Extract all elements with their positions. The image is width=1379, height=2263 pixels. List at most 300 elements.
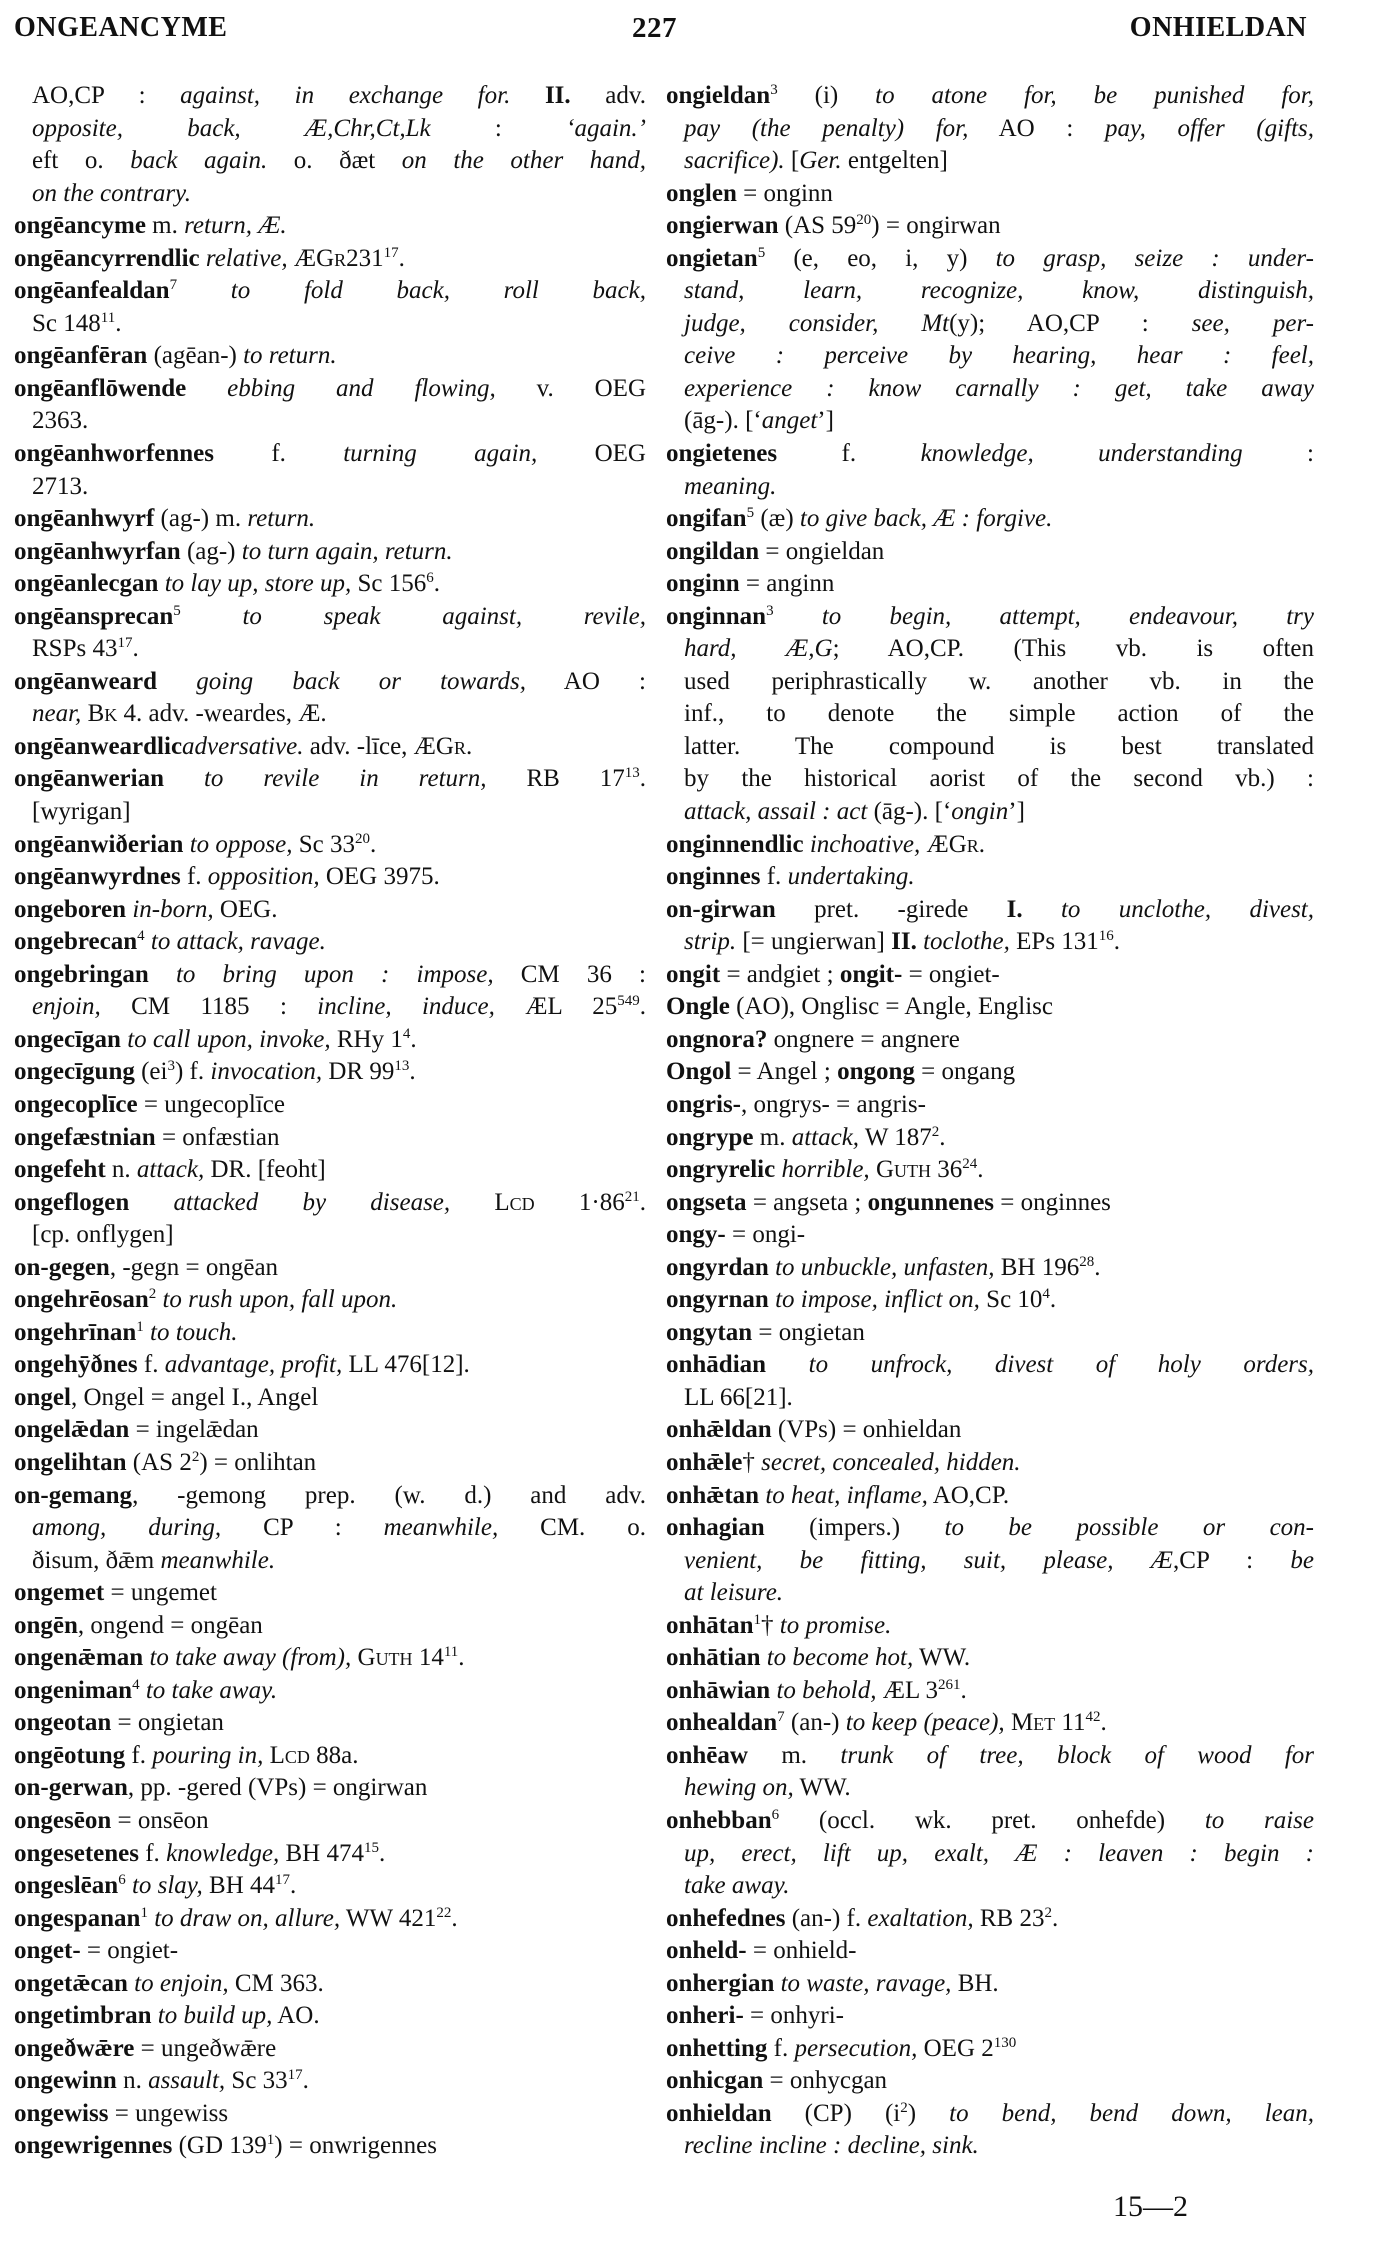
dictionary-entry [14,1024,646,1057]
entry-continuation-line [14,633,646,666]
headword: ongietenes [666,440,778,468]
headword: ongespanan [14,1904,141,1932]
entry-text: [cp. onflygen] [32,1221,174,1249]
entry-line [666,2000,1314,2033]
entry-text: . [1051,1904,1059,1932]
entry-text: (ag-) [180,537,242,565]
superscript-reference: 1 [136,1318,144,1335]
entry-text: . [410,1025,417,1053]
definition-text: knowledge, understanding [920,440,1243,468]
entry-line [666,1154,1314,1187]
entry-text: [wyrigan] [32,798,131,826]
entry-text: AO. [272,2002,320,2030]
superscript-reference: 4 [132,1676,140,1693]
definition-text: enjoin, [32,993,101,1021]
entry-line [666,1089,1314,1122]
entry-text: CM 36 : [493,960,646,988]
headword: ongēn [14,1611,78,1639]
entry-text: L [450,1188,510,1216]
entry-line [14,894,646,927]
headword: ongseta [666,1188,747,1216]
dictionary-entry [666,243,1314,438]
entry-line [14,1838,646,1871]
headword: onginn [666,570,740,598]
entry-text: † [742,1448,762,1476]
entry-line [14,959,646,992]
dictionary-entry [14,1349,646,1382]
entry-text: = ongiet- [902,960,1000,988]
superscript-reference: 17 [117,635,133,652]
dictionary-entry [14,2130,646,2163]
entry-text: LL 476[12]. [342,1351,470,1379]
entry-line [14,210,646,243]
headword: ongēanwyrdnes [14,863,181,891]
entry-text: = ongiet- [80,1937,179,1965]
headword: II. [891,928,917,956]
dictionary-entry [666,568,1314,601]
entry-continuation-line [666,666,1314,699]
dictionary-entry [14,666,646,731]
dictionary-entry [666,1903,1314,1936]
definition-text: stand, learn, recognize, know, distinguish, [684,277,1314,305]
dictionary-entry [14,1480,646,1578]
dictionary-entry [14,731,646,764]
source-abbreviation: k [104,700,118,728]
headword: onhetting [666,2034,768,2062]
entry-text: Æ [920,830,949,858]
entry-text: . [378,1839,386,1867]
entry-line [666,959,1314,992]
entry-line [14,1414,646,1447]
entry-text: = ingelǣdan [129,1416,259,1444]
dictionary-entry [666,1187,1314,1220]
dictionary-entry [14,340,646,373]
definition-text: to turn again, return. [241,537,453,565]
left-column [14,80,646,2163]
entry-line [14,1642,646,1675]
entry-text: , -gemong prep. (w. d.) and adv. [132,1481,646,1509]
definition-text: attack, [791,1123,860,1151]
dictionary-entry [14,829,646,862]
entry-text: 14 [412,1644,444,1672]
headword: Ongol [666,1058,732,1086]
entry-line [14,2033,646,2066]
entry-text: f. [767,2034,795,2062]
entry-text: f. [138,1839,167,1867]
headword: ongēancyme [14,212,146,240]
headword: onhǣle [666,1448,743,1476]
definition-text: to speak against, revile, [242,602,646,630]
definition-text: to atone for, be punished for, [875,82,1314,109]
entry-text: LL 66[21]. [684,1383,793,1411]
definition-text: exaltation, [867,1904,974,1932]
dictionary-entry [666,536,1314,569]
entry-text: Sc 156 [351,570,427,598]
headword: ongecoplīce [14,1090,138,1118]
entry-line [666,1480,1314,1513]
entry-text: 1·86 [534,1188,625,1216]
entry-line [666,1056,1314,1089]
definition-text: to unbuckle, unfasten, [775,1253,995,1281]
entry-line [14,1382,646,1415]
entry-text: WW. [793,1774,851,1802]
entry-text: adv. -līce, Æ [303,732,436,760]
definition-text: to bend, bend down, lean, [949,2099,1314,2127]
entry-line [14,666,646,699]
dictionary-entry [666,1707,1314,1740]
entry-text: (AS 2 [126,1448,192,1476]
headword: ongryrelic [666,1156,776,1184]
superscript-reference: 17 [275,1872,291,1889]
headword: ongēanweard [14,667,158,695]
entry-text: M [1004,1709,1034,1737]
dictionary-entry [666,2098,1314,2163]
entry-text: ÆL 25 [494,993,618,1021]
entry-line [14,373,646,406]
definition-text: take away. [684,1872,790,1900]
headword: ongeboren [14,895,127,923]
source-abbreviation: uth [894,1156,931,1184]
entry-line [14,1740,646,1773]
dictionary-entry [14,1187,646,1252]
headword: ongeniman [14,1676,133,1704]
entry-line [666,178,1314,211]
definition-text: incline, induce, [317,993,495,1021]
definition-text: judge, consider, Mt [684,309,950,337]
superscript-reference: 11 [443,1644,459,1661]
entry-line [666,1187,1314,1220]
entry-text: n. [105,1156,137,1184]
definition-text: attacked by disease, [173,1188,451,1216]
headword: onhagian [666,1514,765,1542]
entry-continuation-line [14,991,646,1024]
entry-line [666,1968,1314,2001]
entry-text: RB 17 [486,765,625,793]
entry-text: AO,CP : [32,82,181,109]
definition-text: meaning. [684,472,777,500]
definition-text: to keep (peace), [845,1709,1005,1737]
dictionary-entry [14,2000,646,2033]
superscript-reference: 20 [354,830,370,847]
entry-text: m. [747,1741,841,1769]
dictionary-entry [666,1154,1314,1187]
entry-text: 88a. [309,1741,359,1769]
entry-line [666,1122,1314,1155]
entry-text: (AS 59 [778,212,857,240]
entry-continuation-line [666,471,1314,504]
entry-text: = onhield- [746,1937,857,1965]
dictionary-entry [666,1968,1314,2001]
source-abbreviation: cd [509,1188,535,1216]
entry-text: . [433,570,441,598]
definition-text: return, Æ. [184,212,287,240]
entry-line [14,438,646,471]
headword: ongrype [666,1123,754,1151]
entry-text: [= ungierwan] [736,928,892,956]
entry-line [666,1219,1314,1252]
source-abbreviation: Gr [435,732,466,760]
entry-line [14,731,646,764]
headword: ongehȳðnes [14,1351,138,1379]
entry-line [666,568,1314,601]
dictionary-entry [666,1317,1314,1350]
dictionary-entry [14,1382,646,1415]
dictionary-entry [14,210,646,243]
superscript-reference: 15 [363,1839,379,1856]
entry-line [14,1935,646,1968]
entry-line [14,1968,646,2001]
entry-line [666,210,1314,243]
definition-text: to call upon, invoke, [127,1025,331,1053]
entry-line [666,1935,1314,1968]
superscript-reference: 1 [266,2132,275,2149]
entry-text: : [1242,440,1314,468]
definition-text: to oppose, [189,830,293,858]
definition-text: in-born, [132,895,214,923]
headword: ongesēon [14,1806,112,1834]
entry-line [14,763,646,796]
definition-text: to revile in return, [203,765,487,793]
definition-text: at leisure. [684,1579,784,1607]
definition-text: opposition, [207,863,320,891]
entry-text [510,82,545,109]
superscript-reference: 22 [436,1904,452,1921]
dictionary-entry [666,2000,1314,2033]
entry-line [14,1284,646,1317]
superscript-reference: 2 [900,2099,908,2116]
dictionary-entry [14,1447,646,1480]
definition-text: to unclothe, divest, [1060,895,1314,923]
headword: ongēanwerian [14,765,164,793]
dictionary-entry [14,1675,646,1708]
entry-line [666,894,1314,927]
dictionary-entry [14,438,646,503]
entry-continuation-line [666,1382,1314,1415]
entry-text: BH 196 [994,1253,1080,1281]
entry-continuation-line [14,145,646,178]
entry-text: (ei [134,1058,168,1086]
entry-text: ; AO,CP. (This vb. is often [832,635,1314,663]
headword: onhicgan [666,2067,764,2095]
headword: II. [544,82,571,109]
entry-continuation-line [666,1772,1314,1805]
entry-text: Sc 148 [32,309,101,337]
definition-text: attack, assail : act [684,798,868,826]
superscript-reference: 28 [1079,1253,1095,1270]
definition-text: among, during, [32,1514,222,1542]
entry-text: W 187 [859,1123,932,1151]
entry-text: 2713. [32,472,89,500]
entry-text: (an-) f. [785,1904,868,1932]
dictionary-entry [14,536,646,569]
entry-continuation-line [14,178,646,211]
entry-text: f. [180,863,208,891]
headword: ongesetenes [14,1839,139,1867]
entry-text: RB 23 [973,1904,1045,1932]
entry-text: , ongrys- = angris- [741,1090,926,1118]
entry-text: ) = onwrigennes [274,2132,437,2160]
entry-text: L [263,1741,285,1769]
definition-text: see, per- [1191,309,1314,337]
dictionary-entry [14,1154,646,1187]
headword: ongebrecan [14,928,138,956]
entry-text: (GD 139 [172,2132,267,2160]
definition-text: toclothe, [923,928,1010,956]
entry-continuation-line [666,926,1314,959]
source-abbreviation: uth [375,1644,413,1672]
entry-text: BH 44 [202,1872,276,1900]
definition-text: persecution, [794,2034,918,2062]
headword: ongēancyrrendlic [14,244,200,272]
entry-continuation-line [666,113,1314,146]
definition-text: to take away. [145,1676,278,1704]
headword: ongēanfealdan [14,277,170,305]
entry-line [14,568,646,601]
headword: onhēaw [666,1741,748,1769]
definition-text: inchoative, [809,830,921,858]
entry-text: CP : [221,1514,384,1542]
entry-text: . [977,1156,984,1184]
dictionary-entry [14,926,646,959]
dictionary-entry [14,1317,646,1350]
entry-continuation-line [666,340,1314,373]
dictionary-entry [14,1610,646,1643]
definition-text: to unfrock, divest of holy orders, [808,1351,1314,1379]
headword: onhefednes [666,1904,786,1932]
entry-continuation-line [666,1838,1314,1871]
entry-continuation-line [14,405,646,438]
entry-text: = ongieldan [759,537,885,565]
entry-line [14,1707,646,1740]
entry-text: = anginn [739,570,835,598]
dictionary-entry [666,991,1314,1024]
headword: onget- [14,1937,81,1965]
dictionary-entry [14,2033,646,2066]
dictionary-entry [14,503,646,536]
dictionary-entry [14,763,646,828]
superscript-reference: 4 [137,928,145,945]
headword: ongierwan [666,212,779,240]
definition-text: to give back, Æ : forgive. [799,505,1053,533]
dictionary-entry [666,1447,1314,1480]
entry-text: f. [760,863,788,891]
headword: ongēanweardlic [14,732,183,760]
headword: ongnora? [666,1025,768,1053]
entry-text: [ [784,147,800,175]
entry-line [14,1577,646,1610]
entry-text: ) [907,2099,950,2127]
superscript-reference: 6 [771,1806,780,1823]
entry-text [186,375,227,402]
entry-text: (CP) (i [771,2099,901,2127]
entry-text: † [761,1611,780,1639]
entry-text: ’] [1008,798,1025,826]
headword: onhǣtan [666,1481,760,1509]
dictionary-entry [666,2065,1314,2098]
entry-continuation-line [666,633,1314,666]
entry-text: CM 363. [228,1969,324,1997]
headword: ongenǣman [14,1644,144,1672]
entry-line [666,1707,1314,1740]
entry-text: . [639,765,646,793]
entry-text: (AO), Onglisc = Angle, Englisc [729,993,1053,1021]
dictionary-entry [666,1024,1314,1057]
definition-text: secret, concealed, hidden. [761,1448,1021,1476]
definition-text: to take away (from), [149,1644,352,1672]
dictionary-entry [666,1480,1314,1513]
entry-text: . [960,1676,967,1704]
entry-text: ) = onlihtan [199,1448,317,1476]
headword: ongelǣdan [14,1416,130,1444]
dictionary-entry [666,1349,1314,1414]
entry-line [14,1154,646,1187]
dictionary-entry [666,1512,1314,1610]
entry-text: = ungemet [104,1579,217,1607]
headword: ongēanflōwende [14,374,187,402]
entry-text: = ongietan [752,1318,865,1346]
definition-text: back again. [130,147,268,175]
definition-text: hard, Æ,G [684,635,833,663]
entry-text [1023,896,1061,923]
headword: ongyrnan [666,1286,769,1314]
headword: ongēansprecan [14,602,174,630]
dictionary-entry [14,2098,646,2131]
entry-line [14,340,646,373]
right-column [666,80,1314,2163]
entry-text: CM 1185 : [100,993,318,1021]
entry-text: . [302,2067,309,2095]
headword: ongewinn [14,2067,117,2095]
dictionary-entry [666,959,1314,992]
entry-text: f. [777,440,921,468]
entry-text: = onginn [736,179,833,207]
definition-text: sacrifice). [684,147,785,175]
definition-text: on the contrary. [32,179,192,207]
entry-text: (ag-) m. [154,505,248,533]
entry-text: (e, eo, i, y) [765,244,996,272]
entry-text: = angseta ; [746,1188,868,1216]
entry-text: ÆL 3 [876,1676,939,1704]
entry-text: ) f. [174,1058,211,1086]
entry-text: . [1094,1253,1101,1281]
definition-text: assault, [148,2067,226,2095]
definition-text: advantage, profit, [164,1351,343,1379]
entry-text: v. OEG [495,374,646,402]
headword: ongecīgan [14,1025,121,1053]
entry-text: WW 421 [340,1904,437,1932]
entry-text: WW. [913,1644,971,1672]
entry-text: = ongi- [725,1221,806,1249]
entry-line [666,1349,1314,1382]
headword: on-girwan [666,895,776,923]
entry-text: BH. [951,1969,999,1997]
superscript-reference: 21 [624,1188,640,1205]
entry-text: latter. The compound is best translated [684,732,1314,760]
headword: ongyrdan [666,1253,769,1281]
definition-text: be [1290,1546,1314,1574]
dictionary-entry [14,2065,646,2098]
entry-continuation-line [666,145,1314,178]
entry-line [666,2065,1314,2098]
entry-line [14,1317,646,1350]
headword: ongunnenes [867,1188,995,1216]
definition-text: meanwhile. [160,1546,276,1574]
source-abbreviation: et [1033,1709,1056,1737]
entry-text: entgelten] [841,147,948,175]
entry-line [14,2130,646,2163]
headword: ongel [14,1383,71,1411]
entry-text: 4. adv. -weardes, Æ. [117,700,327,728]
